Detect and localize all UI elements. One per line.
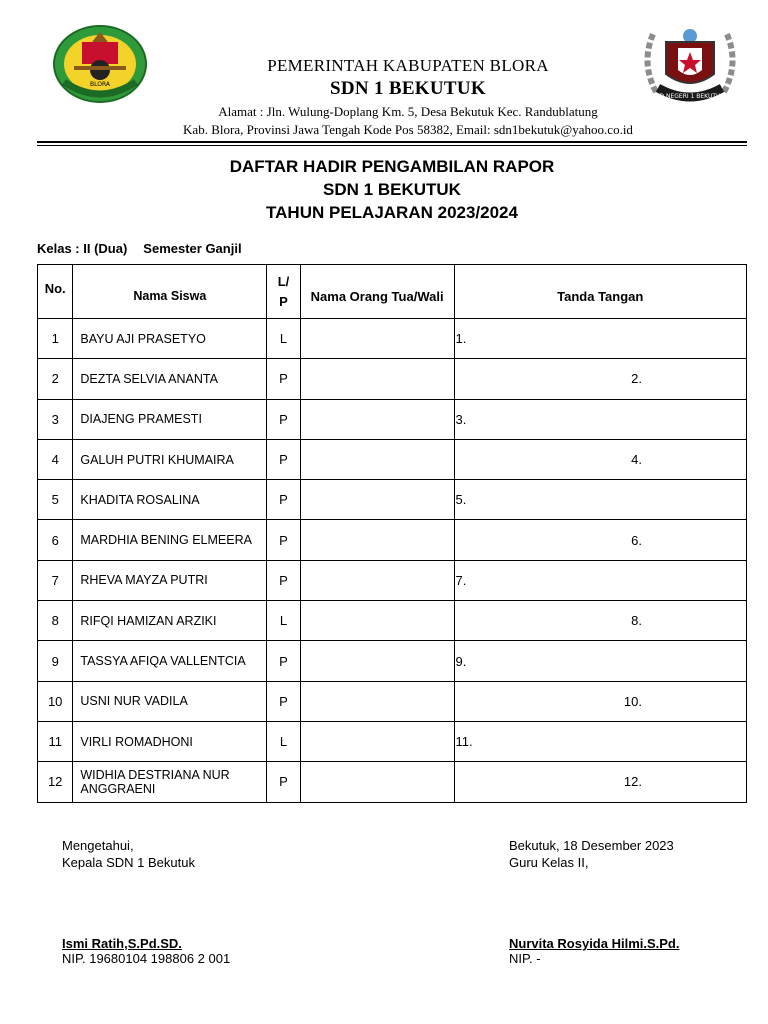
student-name: RIFQI HAMIZAN ARZIKI bbox=[73, 601, 267, 641]
student-gender: P bbox=[267, 439, 300, 479]
row-number: 7 bbox=[38, 560, 73, 600]
guardian-name-cell bbox=[300, 399, 454, 439]
guardian-name-cell bbox=[300, 319, 454, 359]
table-row bbox=[38, 520, 747, 560]
student-gender: L bbox=[267, 601, 300, 641]
table-row bbox=[38, 601, 747, 641]
header-gender-bottom: P bbox=[279, 293, 288, 309]
document-subtitle-school: SDN 1 BEKUTUK bbox=[323, 180, 461, 199]
class-label: Kelas : II (Dua) bbox=[37, 241, 128, 256]
right-logo-text: SD NEGERI 1 BEKUTUK bbox=[655, 93, 725, 100]
letterhead-divider-thin bbox=[37, 145, 747, 146]
school-name: SDN 1 BEKUTUK bbox=[330, 78, 486, 99]
table-row bbox=[38, 641, 747, 681]
table-row bbox=[38, 721, 747, 761]
letterhead-divider-thick bbox=[37, 141, 747, 143]
row-number: 6 bbox=[38, 520, 73, 560]
student-name: BAYU AJI PRASETYO bbox=[73, 319, 267, 359]
student-gender: L bbox=[267, 721, 300, 761]
acknowledged-label: Mengetahui, bbox=[62, 838, 134, 853]
guardian-name-cell bbox=[300, 359, 454, 399]
signature-cell: 5. bbox=[454, 480, 746, 520]
signature-cell: 4. bbox=[454, 439, 746, 479]
student-name: RHEVA MAYZA PUTRI bbox=[73, 560, 267, 600]
left-logo-text: BLORA bbox=[90, 81, 110, 88]
student-gender: P bbox=[267, 681, 300, 721]
student-name: VIRLI ROMADHONI bbox=[73, 721, 267, 761]
signature-cell: 6. bbox=[454, 520, 746, 560]
table-row bbox=[38, 762, 747, 802]
student-gender: P bbox=[267, 762, 300, 802]
table-row bbox=[38, 399, 747, 439]
principal-nip: NIP. 19680104 198806 2 001 bbox=[62, 951, 231, 966]
guardian-name-cell bbox=[300, 681, 454, 721]
student-gender: L bbox=[267, 319, 300, 359]
student-name: DEZTA SELVIA ANANTA bbox=[73, 359, 267, 399]
guardian-name-cell bbox=[300, 480, 454, 520]
principal-title: Kepala SDN 1 Bekutuk bbox=[62, 855, 195, 870]
student-name: GALUH PUTRI KHUMAIRA bbox=[73, 439, 267, 479]
header-signature: Tanda Tangan bbox=[454, 265, 746, 319]
row-number: 2 bbox=[38, 359, 73, 399]
row-number: 3 bbox=[38, 399, 73, 439]
teacher-nip: NIP. - bbox=[509, 951, 541, 966]
row-number: 11 bbox=[38, 721, 73, 761]
document-subtitle-year: TAHUN PELAJARAN 2023/2024 bbox=[266, 203, 518, 222]
student-gender: P bbox=[267, 480, 300, 520]
header-guardian: Nama Orang Tua/Wali bbox=[300, 265, 454, 319]
student-gender: P bbox=[267, 359, 300, 399]
table-row bbox=[38, 480, 747, 520]
class-info bbox=[37, 241, 242, 256]
header-no: No. bbox=[38, 265, 73, 319]
guardian-name-cell bbox=[300, 762, 454, 802]
student-name: KHADITA ROSALINA bbox=[73, 480, 267, 520]
table-row bbox=[38, 560, 747, 600]
header-gender bbox=[267, 265, 300, 319]
header-student-name: Nama Siswa bbox=[73, 265, 267, 319]
teacher-title: Guru Kelas II, bbox=[509, 855, 589, 870]
student-gender: P bbox=[267, 641, 300, 681]
guardian-name-cell bbox=[300, 560, 454, 600]
government-name: PEMERINTAH KABUPATEN BLORA bbox=[267, 56, 549, 75]
guardian-name-cell bbox=[300, 601, 454, 641]
row-number: 9 bbox=[38, 641, 73, 681]
signature-cell: 11. bbox=[454, 721, 746, 761]
signature-cell: 10. bbox=[454, 681, 746, 721]
student-gender: P bbox=[267, 399, 300, 439]
student-name: MARDHIA BENING ELMEERA bbox=[73, 520, 267, 560]
row-number: 1 bbox=[38, 319, 73, 359]
signature-cell: 1. bbox=[454, 319, 746, 359]
address-line-1: Alamat : Jln. Wulung-Doplang Km. 5, Desa Bekutuk Kec. Randublatung bbox=[218, 104, 598, 119]
guardian-name-cell bbox=[300, 520, 454, 560]
row-number: 4 bbox=[38, 439, 73, 479]
row-number: 8 bbox=[38, 601, 73, 641]
semester-label: Semester Ganjil bbox=[143, 241, 242, 256]
document-title: DAFTAR HADIR PENGAMBILAN RAPOR bbox=[229, 157, 555, 176]
principal-name: Ismi Ratih,S.Pd.SD. bbox=[62, 936, 182, 951]
header-gender-top: L/ bbox=[277, 273, 290, 289]
guardian-name-cell bbox=[300, 641, 454, 681]
student-name: WIDHIA DESTRIANA NUR ANGGRAENI bbox=[73, 762, 267, 802]
signature-cell: 2. bbox=[454, 359, 746, 399]
row-number: 10 bbox=[38, 681, 73, 721]
attendance-table bbox=[37, 264, 747, 803]
table-row bbox=[38, 319, 747, 359]
signature-cell: 3. bbox=[454, 399, 746, 439]
guardian-name-cell bbox=[300, 439, 454, 479]
student-name: TASSYA AFIQA VALLENTCIA bbox=[73, 641, 267, 681]
guardian-name-cell bbox=[300, 721, 454, 761]
row-number: 12 bbox=[38, 762, 73, 802]
row-number: 5 bbox=[38, 480, 73, 520]
teacher-name: Nurvita Rosyida Hilmi.S.Pd. bbox=[509, 936, 680, 951]
signature-cell: 12. bbox=[454, 762, 746, 802]
student-name: DIAJENG PRAMESTI bbox=[73, 399, 267, 439]
table-row bbox=[38, 681, 747, 721]
student-name: USNI NUR VADILA bbox=[73, 681, 267, 721]
signature-cell: 9. bbox=[454, 641, 746, 681]
student-gender: P bbox=[267, 520, 300, 560]
table-row bbox=[38, 359, 747, 399]
table-row bbox=[38, 439, 747, 479]
table-header-row bbox=[38, 265, 747, 319]
student-gender: P bbox=[267, 560, 300, 600]
address-line-2: Kab. Blora, Provinsi Jawa Tengah Kode Pos 58382, Email: sdn1bekutuk@yahoo.co.id bbox=[183, 122, 633, 137]
signature-cell: 8. bbox=[454, 601, 746, 641]
place-date: Bekutuk, 18 Desember 2023 bbox=[509, 838, 674, 853]
signature-cell: 7. bbox=[454, 560, 746, 600]
